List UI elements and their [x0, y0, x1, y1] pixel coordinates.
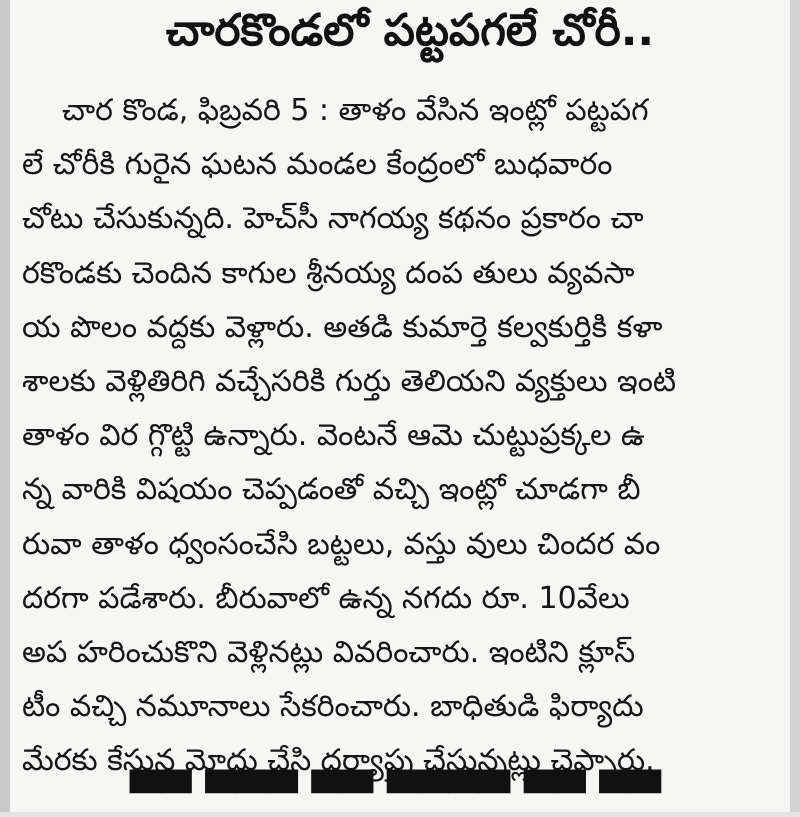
- article-body-line: రకొండకు చెందిన కాగుల శ్రీనయ్య దంప తులు వ్యవసా: [22, 255, 635, 291]
- article-body-line: శాలకు వెళ్లితిరిగి వచ్చేసరికి గుర్తు తెలియని వ్యక్తులు ఇంటి: [22, 363, 677, 399]
- article-body-line: చోటు చేసుకున్నది. హెచ్‌సీ నాగయ్య కథనం ప్రకారం చా: [22, 201, 644, 237]
- article-body-line: రువా తాళం ధ్వంసంచేసి బట్టలు, వస్తు వులు చిందర వం: [22, 526, 661, 562]
- article-body-line: మేరకు కేసున మోదు చేసి దర్యాప్తు చేస్తున్నట్లు చెప్పారు.: [22, 743, 655, 779]
- article-body-line: తాళం విర గ్గొట్టి ఉన్నారు. వెంటనే ఆమె చుట్టుప్రక్కల ఉ: [22, 418, 645, 454]
- article-body-line: చార కొండ, ఫిబ్రవరి 5 : తాళం వేసిన ఇంట్లో పట్టపగ: [62, 93, 649, 128]
- article-body-line: దరగా పడేశారు. బీరువాలో ఉన్న నగదు రూ. 10వేలు: [22, 580, 630, 616]
- article-body-line: అప హరించుకొని వెళ్లినట్లు వివరించారు. ఇంటిని క్లూస్: [22, 634, 636, 670]
- article-body-line: లే చోరీకి గురైన ఘటన మండల కేంద్రంలో బుధవారం: [22, 147, 613, 183]
- article-body-line: య పొలం వద్దకు వెళ్లారు. అతడి కుమార్తె కల్వకుర్తికి కళా: [22, 309, 663, 345]
- right-column-rule: [790, 0, 800, 812]
- article-headline: చారకొండలో పట్టపగలే చోరీ..: [165, 5, 655, 56]
- article-body: [22, 84, 780, 788]
- next-headline-glyph-tops: ▀▀ ▀▀▀ ▀▀ ▀▀▀▀ ▀▀ ▀▀: [130, 771, 662, 817]
- next-headline-fragment: [130, 771, 670, 817]
- article-body-line: టీం వచ్చి నమూనాలు సేకరించారు. బాధితుడి ఫిర్యాదు: [22, 689, 644, 725]
- article-body-line: న్న వారికి విషయం చెప్పడంతో వచ్చి ఇంట్లో చూడగా బీ: [22, 472, 641, 508]
- left-column-rule: [0, 0, 10, 812]
